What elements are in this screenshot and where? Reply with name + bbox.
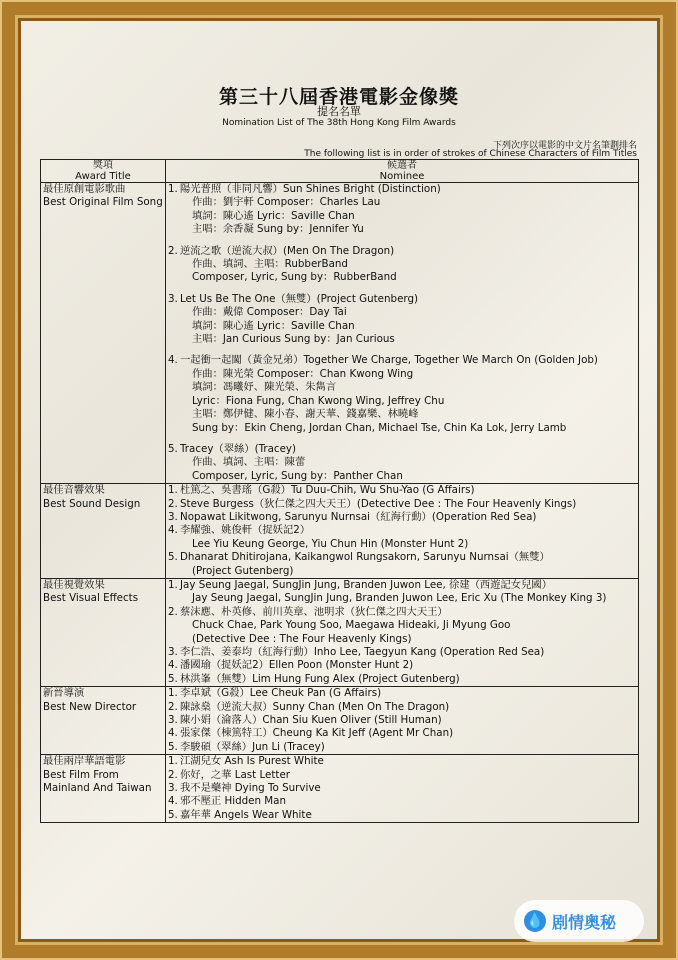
nominee-line: Dhanarat Dhitirojana, Kaikangwol Rungsakorn, Sarunyu Nurnsai（無雙） <box>180 551 550 564</box>
order-note-en: The following list is in order of strokes of Chinese Characters of Film Titles <box>304 149 637 159</box>
nomination-table <box>40 159 639 823</box>
award-rows <box>41 183 639 823</box>
nominee-number: 3. <box>168 510 178 523</box>
nominee-line: (Detective Dee : The Four Heavenly Kings) <box>192 632 412 645</box>
nominee-line: Lee Yiu Keung George, Yiu Chun Hin (Monster Hunt 2) <box>192 537 469 550</box>
column-header-award <box>41 160 166 183</box>
column-header-award-en: Award Title <box>75 171 131 182</box>
nominee-line: 逆流之歌（逆流大叔）(Men On The Dragon) <box>180 244 395 257</box>
nominee-number: 1. <box>168 183 178 195</box>
nominee-item <box>168 687 636 700</box>
nominee-item <box>168 755 636 768</box>
award-title-zh: 最佳兩岸華語電影 <box>43 755 126 768</box>
water-drop-icon: 💧 <box>524 910 546 932</box>
nominee-item <box>168 293 636 347</box>
nominee-line: 主唱：余香凝 Sung by：Jennifer Yu <box>192 223 364 236</box>
nominee-line: 陳小娟（淪落人）Chan Siu Kuen Oliver (Still Human) <box>180 714 442 727</box>
award-title-cell <box>41 183 166 484</box>
nominee-item <box>168 498 636 511</box>
nominee-line: 李仁浩、姜泰均（紅海行動）Inho Lee, Taegyun Kang (Operation Red Sea) <box>180 646 545 658</box>
nominee-line: 你好，之華 Last Letter <box>180 768 291 781</box>
nominee-line: 作曲、填詞、主唱：陳蕾 <box>192 456 306 469</box>
nominee-item <box>168 646 636 659</box>
nominee-item <box>168 727 636 740</box>
award-row <box>41 484 639 579</box>
nominee-item <box>168 714 636 727</box>
nominee-line: 作曲：劉宇軒 Composer：Charles Lau <box>192 196 381 209</box>
nominee-item <box>168 551 636 578</box>
nominee-line: 主唱：鄭伊健、陳小春、謝天華、錢嘉樂、林曉峰 <box>192 408 419 421</box>
nominee-item <box>168 606 636 646</box>
nominee-line: (Project Gutenberg) <box>192 564 294 577</box>
nominee-number: 5. <box>168 808 178 821</box>
nominee-line: Composer, Lyric, Sung by：RubberBand <box>192 271 397 284</box>
nominee-line: 作曲：陳光榮 Composer：Chan Kwong Wing <box>192 367 414 380</box>
nominee-line: 蔡沫應、朴英修、前川英章、池明求（狄仁傑之四大天王） <box>180 605 448 618</box>
award-title-en: Best Visual Effects <box>43 592 139 605</box>
nominee-line: 嘉年華 Angels Wear White <box>180 808 312 821</box>
nominee-line: Tracey（翠絲）(Tracey) <box>180 442 297 455</box>
nominee-number: 3. <box>168 714 178 727</box>
award-title-zh: 最佳音響效果 <box>43 484 105 497</box>
nominee-number: 2. <box>168 244 178 257</box>
nominee-line: 填詞：陳心遙 Lyric：Saville Chan <box>192 209 355 222</box>
nominee-item <box>168 443 636 483</box>
nominee-number: 1. <box>168 484 178 497</box>
nominee-number: 5. <box>168 740 178 753</box>
award-title-en: Best Film From Mainland And Taiwan <box>43 768 152 795</box>
nominee-number: 1. <box>168 687 178 700</box>
nominee-number: 5. <box>168 442 178 455</box>
nominee-line: Lyric：Fiona Fung, Chan Kwong Wing, Jeffrey Chu <box>192 394 445 407</box>
nominee-line: Let Us Be The One（無雙）(Project Gutenberg) <box>180 292 419 305</box>
nominee-number: 4. <box>168 795 178 808</box>
nominee-item <box>168 769 636 782</box>
nominee-line: 邪不壓正 Hidden Man <box>180 795 286 808</box>
nominee-number: 5. <box>168 551 178 564</box>
award-title-cell <box>41 755 166 823</box>
nominee-item <box>168 579 636 606</box>
award-title-cell <box>41 484 166 579</box>
nominee-cell <box>166 578 639 686</box>
column-header-nominee <box>166 160 639 183</box>
nominee-line: 李耀強、姚俊軒（捉妖記2） <box>180 524 311 537</box>
page-title: 第三十八屆香港電影金像獎 <box>218 86 459 108</box>
nominee-number: 3. <box>168 646 178 658</box>
page-subtitle-en: Nomination List of The 38th Hong Kong Film Awards <box>222 118 456 128</box>
nominee-line: Chuck Chae, Park Young Soo, Maegawa Hideaki, Ji Myung Goo <box>192 619 511 632</box>
nominee-item <box>168 354 636 434</box>
nominee-cell <box>166 484 639 579</box>
award-row <box>41 183 639 484</box>
nominee-line: 張家傑（棟篤特工）Cheung Ka Kit Jeff (Agent Mr Chan) <box>180 727 454 740</box>
nominee-number: 2. <box>168 605 178 618</box>
nominee-line: 李卓斌（G殺）Lee Cheuk Pan (G Affairs) <box>180 687 382 700</box>
nominee-cell <box>166 183 639 484</box>
nominee-line: Jay Seung Jaegal, SungJin Jung, Branden Juwon Lee, Eric Xu (The Monkey King 3) <box>192 592 607 605</box>
nominee-item <box>168 701 636 714</box>
nominee-line: 填詞：馮曦妤、陳光榮、朱雋言 <box>192 381 337 394</box>
award-title-en: Best Original Film Song <box>43 196 163 209</box>
order-note-zh: 下列次序以電影的中文片名筆劃排名 <box>492 141 637 151</box>
nominee-line: 陽光普照（非同凡響）Sun Shines Bright (Distinction) <box>180 183 441 195</box>
column-header-nominee-en: Nominee <box>379 171 425 182</box>
nominee-line: 林洪峯（無雙）Lim Hung Fung Alex (Project Gutenberg) <box>180 672 460 685</box>
award-title-cell <box>41 578 166 686</box>
nominee-number: 1. <box>168 578 178 591</box>
column-header-nominee-zh: 候選者 <box>387 160 417 171</box>
nominee-line: Nopawat Likitwong, Sarunyu Nurnsai（紅海行動）(Operation Red Sea) <box>180 510 537 523</box>
nominee-line: 杜篤之、吳書瑤（G殺）Tu Duu-Chih, Wu Shu-Yao (G Affairs) <box>180 484 475 497</box>
table-header-row <box>41 160 639 183</box>
nominee-item <box>168 183 636 237</box>
award-title-en: Best New Director <box>43 700 137 713</box>
nominee-line: 我不是藥神 Dying To Survive <box>180 782 321 795</box>
nominee-item <box>168 511 636 524</box>
nominee-number: 1. <box>168 755 178 768</box>
nominee-line: 作曲：戴偉 Composer：Day Tai <box>192 306 347 319</box>
nominee-line: Jay Seung Jaegal, SungJin Jung, Branden Juwon Lee, 徐建（西遊記女兒國） <box>180 578 552 591</box>
nominee-number: 2. <box>168 700 178 713</box>
nominee-item <box>168 673 636 686</box>
watermark-badge <box>514 900 644 942</box>
nominee-number: 4. <box>168 727 178 740</box>
nominee-item <box>168 782 636 795</box>
nominee-number: 4. <box>168 524 178 537</box>
nominee-line: 作曲、填詞、主唱：RubberBand <box>192 258 348 271</box>
nominee-item <box>168 524 636 551</box>
award-title-zh: 新晉導演 <box>43 687 85 700</box>
column-header-award-zh: 獎項 <box>93 160 113 171</box>
award-row <box>41 578 639 686</box>
award-title-en: Best Sound Design <box>43 497 141 510</box>
nominee-line: 潘國瑜（捉妖記2）Ellen Poon (Monster Hunt 2) <box>180 659 414 672</box>
award-row <box>41 687 639 755</box>
award-title-zh: 最佳原創電影歌曲 <box>43 183 126 195</box>
nominee-line: Sung by：Ekin Cheng, Jordan Chan, Michael Tse, Chin Ka Lok, Jerry Lamb <box>192 421 567 434</box>
award-row <box>41 755 639 823</box>
nominee-line: Steve Burgess（狄仁傑之四大天王）(Detective Dee : The Four Heavenly Kings) <box>180 497 577 510</box>
nominee-cell <box>166 687 639 755</box>
nominee-item <box>168 795 636 808</box>
nominee-line: 一起衝一起闖（黃金兄弟）Together We Charge, Together We March On (Golden Job) <box>180 354 598 367</box>
nominee-number: 2. <box>168 768 178 781</box>
nominee-number: 3. <box>168 782 178 795</box>
nominee-line: 陳詠燊（逆流大叔）Sunny Chan (Men On The Dragon) <box>180 700 450 713</box>
nominee-item <box>168 741 636 754</box>
nominee-number: 4. <box>168 354 178 367</box>
nominee-item <box>168 659 636 672</box>
nominee-line: 填詞：陳心遙 Lyric：Saville Chan <box>192 319 355 332</box>
nominee-line: Composer, Lyric, Sung by：Panther Chan <box>192 469 403 482</box>
nominee-cell <box>166 755 639 823</box>
nominee-item <box>168 809 636 822</box>
award-title-zh: 最佳視覺效果 <box>43 578 105 591</box>
watermark-text: 剧情奥秘 <box>552 912 617 932</box>
award-title-cell <box>41 687 166 755</box>
nominee-number: 4. <box>168 659 178 672</box>
nominee-line: 李駿碩（翠絲）Jun Li (Tracey) <box>180 740 325 753</box>
nominee-number: 2. <box>168 497 178 510</box>
nominee-item <box>168 245 636 285</box>
nominee-item <box>168 484 636 497</box>
page-subtitle: 提名名單 <box>317 105 361 118</box>
nominee-line: 主唱：Jan Curious Sung by：Jan Curious <box>192 333 395 346</box>
nominee-number: 3. <box>168 292 178 305</box>
nominee-number: 5. <box>168 672 178 685</box>
nominee-line: 江湖兒女 Ash Is Purest White <box>180 755 324 768</box>
